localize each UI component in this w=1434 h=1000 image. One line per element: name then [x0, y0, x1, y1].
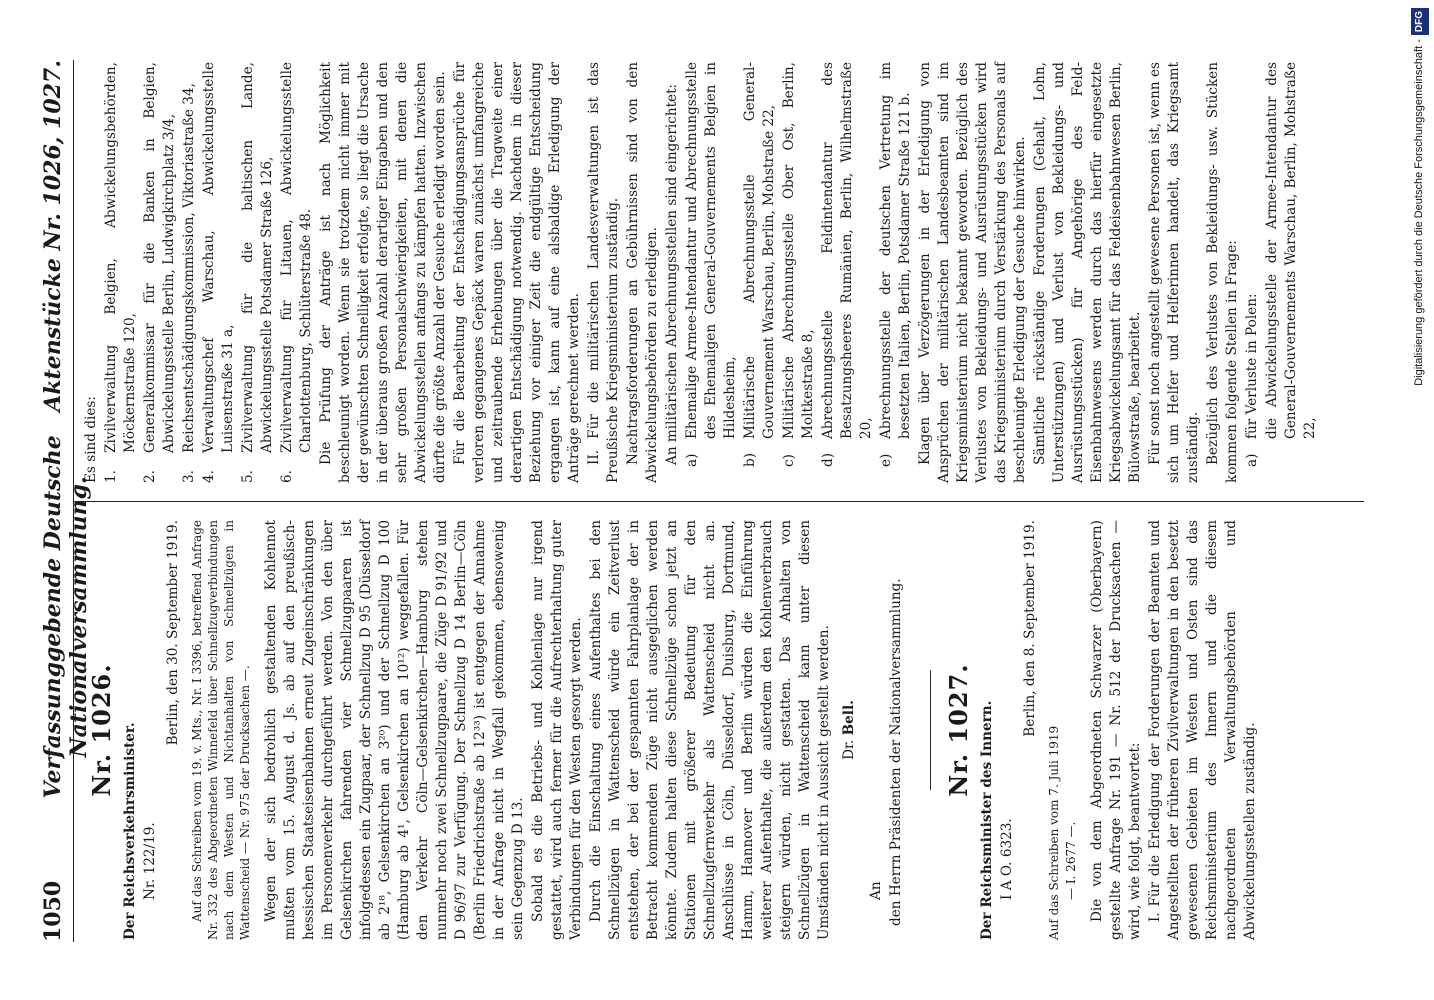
- doc1-paragraph-3: Durch die Einschaltung eines Aufenthaltes bei den Schnellzügen in Wattenscheid würde ein Zeitverlust entstehen, der bei der gespannten Fahrplanlage der in Betracht kommenden Züge nicht ausgeglichen werden könnte. Zudem halten diese Schnellzüge schon jetzt an Stationen mit größerer Bedeutung für den Schnellzugfernverkehr als Wattenscheid nicht an. Anschlüsse in Cöln, Düsseldorf, Duisburg, Dortmund, Hamm, Hannover und Berlin würden die Einführung weiterer Aufenthalte, die außerdem den Kohlenverbrauch steigern würden, nicht gestatten. Das Anhalten von Schnellzügen in Wattenscheid kann unter diesen Umständen nicht in Aussicht gestellt werden.: [588, 520, 832, 940]
- digitization-stamp: [1410, 8, 1428, 992]
- doc2-date: Berlin, den 8. September 1919.: [1022, 520, 1038, 737]
- right-paragraph-1: Die Prüfung der Anträge ist nach Möglichkeit beschleunigt worden. Wenn sie trotzdem nicht immer mit der gewünschten Schnelligkeit erfolgte, so liegt die Ursache in der überaus großen Anzahl derartiger Eingaben und den sehr großen Personalschwierigkeiten, mit denen die Abwickelungsstellen anfangs zu kämpfen hatten. Inzwischen dürfte die größte Anzahl der Gesuche erledigt worden sein.: [318, 62, 448, 483]
- doc1-paragraph-1: Wegen der sich bedrohlich gestaltenden Kohlennot mußten vom 15. August d. Js. ab auf den preußisch-hessischen Staatseisenbahnen erneut Zugeinschränkungen im Personenverkehr durchgeführt werden. Von den über Gelsenkirchen fahrenden vier Schnellzugpaaren ist infolgedessen ein Zugpaar, der Schnellzug D 95 (Düsseldorf ab 2¹⁸, Gelsenkirchen an 3²⁰) und der Schnellzug D 100 (Hamburg ab 4¹, Gelsenkirchen an 10¹²) weggefallen. Für den Verkehr Cöln—Gelsenkirchen—Hamburg stehen nunmehr noch zwei Schnellzugpaare, die Züge D 91/92 und D 96/97 zur Verfügung. Der Schnellzug D 14 Berlin—Cöln (Berlin Friedrichstraße ab 12³³) ist entgegen der Annahme in der Anfrage nicht in Wegfall gekommen, ebensowenig sein Gegenzug D 13.: [263, 520, 526, 940]
- list-item: e) Abrechnungsstelle der deutschen Vertretung im besetzten Italien, Berlin, Potsdamer Straße 121 b.: [878, 62, 913, 467]
- dfg-logo: DFG: [1411, 8, 1429, 35]
- list-intro: Es sind dies:: [83, 396, 99, 483]
- doc2-reference: I A O. 6323.: [999, 818, 1015, 900]
- list-item: d) Abrechnungsstelle Feldintendantur des Besatzungsheeres Rumänien, Berlin, Wilhelmstraße 20,: [820, 62, 874, 467]
- doc1-ministry: Der Reichsverkehrsminister.: [122, 722, 138, 940]
- doc2-reference-note-2: — I. 2677 —.: [1064, 821, 1078, 900]
- right-paragraph-11: die Abwickelungsstelle der Armee-Intendantur des General-Gouvernements Warschau, Berlin, Mohstraße 22,: [1264, 62, 1318, 439]
- list-item: 2. Generalkommissar für die Banken in Belgien, Abwickelungsstelle Berlin, Ludwigkirchplatz 3/4,: [142, 62, 177, 483]
- doc1-reference-note: Auf das Schreiben vom 19. v. Mts., Nr. I 3396, betreffend Anfrage Nr. 332 des Abgeordneten Winnefeld über Schnellzugverbindungen nach dem Westen und Nichtanhalten von Schnellzügen in Wattenscheid — Nr. 975 der Drucksachen —.: [190, 520, 252, 940]
- right-paragraph-2: Für die Bearbeitung der Entschädigungsansprüche für verloren gegangenes Gepäck waren zunächst umfangreiche und zeitraubende Erhebungen über die Tragweite einer derartigen Entschädigung notwendig. Nachdem in dieser Beziehung vor einiger Zeit die endgültige Entscheidung ergangen ist, kann auf eine alsbaldige Erledigung der Anträge gerechnet werden.: [452, 62, 582, 483]
- doc2-ministry: Der Reichsminister des Innern.: [979, 700, 995, 940]
- list-item: b) Militärische Abrechnungsstelle General-Gouvernement Warschau, Berlin, Mohstraße 22,: [742, 62, 777, 467]
- page-number: 1050: [40, 880, 66, 942]
- doc1-reference: Nr. 122/19.: [142, 822, 158, 900]
- doc1-signature-name: Bell.: [841, 700, 857, 736]
- right-column: [74, 60, 1364, 501]
- right-paragraph-8: Für sonst noch angestellt gewesene Personen ist, wenn es sich um Helfer und Helferinnen handelt, das Kriegsamt zuständig.: [1147, 62, 1201, 483]
- right-paragraph-6: Klagen über Verzögerungen in der Erledigung von Ansprüchen der militärischen Landesbeamten sind im Kriegsministerium nicht bekannt geworden. Bezüglich des Verlustes von Bekleidungs- und Ausrüstungsstücken wird das Kriegsministerium durch Verstärkung des Personals auf beschleunigte Erledigung der Gesuche hinwirken.: [917, 62, 1028, 483]
- doc1-date: Berlin, den 30. September 1919.: [165, 520, 181, 746]
- doc1-address-line-2: den Herrn Präsidenten der Nationalversammlung.: [888, 578, 904, 926]
- page-title: Verfassunggebende Deutsche Nationalversammlung.: [40, 435, 92, 799]
- two-column-body: [74, 60, 1364, 942]
- stamp-text: Digitalisierung gefördert durch die Deutsche Forschungsgemeinschaft -: [1413, 39, 1425, 386]
- list-item: c) Militärische Abrechnungsstelle Ober Ost, Berlin, Moltkestraße 8,: [781, 62, 816, 467]
- doc1-number: Nr. 1026.: [87, 663, 116, 797]
- section-divider: [930, 670, 931, 790]
- list-item: a) Ehemalige Armee-Intendantur und Abrechnungsstelle des Ehemaligen General-Gouvernements Belgien in Hildesheim,: [684, 62, 738, 467]
- right-paragraph-9: Bezüglich des Verlustes von Bekleidungs- usw. Stücken kommen folgende Stellen in Frage:: [1205, 62, 1240, 483]
- document-numbers: Aktenstücke Nr. 1026, 1027.: [40, 60, 66, 412]
- right-paragraph-4: Nachtragsforderungen an Gebührnissen sind von den Abwickelungsbehörden zu erledigen.: [625, 62, 660, 483]
- loss-office-list: [1243, 62, 1262, 483]
- right-paragraph-3: II. Für die militärischen Landesverwaltungen ist das Preußische Kriegsministerium zuständig.: [586, 62, 621, 483]
- list-item: 4. Verwaltungschef Warschau, Abwickelungsstelle Luisenstraße 31 a,: [201, 62, 236, 483]
- right-paragraph-7: Sämtliche rückständige Forderungen (Gehalt, Lohn, Unterstützungen) und Verlust von Bekleidungs- und Ausrüstungsstücken) für Angehörige des Feld-Eisenbahnwesens werden durch das hierfür eingesetzte Kriegsabwickelungsamt für das Feldeisenbahnwesen Berlin, Bülowstraße, bearbeitet.: [1032, 62, 1143, 483]
- doc2-number: Nr. 1027.: [944, 663, 973, 797]
- left-column: [74, 501, 1364, 942]
- doc1-address-line-1: An: [868, 881, 884, 900]
- doc1-paragraph-2: Sobald es die Betriebs- und Kohlenlage nur irgend gestattet, wird auch ferner für die Aufrechterhaltung guter Verbindungen für den Westen gesorgt werden.: [530, 520, 584, 940]
- settlement-office-list: [683, 62, 915, 483]
- right-paragraph-5: An militärischen Abrechnungsstellen sind eingerichtet:: [664, 83, 680, 465]
- list-item: a) für Verluste in Polen:: [1244, 293, 1260, 467]
- doc1-signature: [840, 520, 859, 940]
- list-item: 1. Zivilverwaltung Belgien, Abwickelungsbehörden, Möckernstraße 120,: [103, 62, 138, 483]
- list-item: 3. Reichsentschädigungskommission, Viktoriastraße 34,: [181, 83, 197, 483]
- doc2-paragraph-1: Die von dem Abgeordneten Schwarzer (Oberbayern) gestellte Anfrage Nr. 191 — Nr. 512 der Drucksachen — wird, wie folgt, beantwortet:: [1089, 520, 1143, 940]
- doc1-signature-prefix: Dr.: [841, 739, 857, 760]
- list-item: 6. Zivilverwaltung für Litauen, Abwickelungsstelle Charlottenburg, Schlüterstraße 48.: [279, 62, 314, 483]
- doc2-reference-note-1: Auf das Schreiben vom 7. Juli 1919: [1047, 725, 1061, 940]
- authority-list: [102, 62, 316, 483]
- list-item: 5. Zivilverwaltung für die baltischen Lande, Abwickelungsstelle Potsdamer Straße 126,: [240, 62, 275, 483]
- doc2-paragraph-2: I. Für die Erledigung der Forderungen der Beamten und Angestellten der früheren Zivilverwaltungen in den besetzt gewesenen Gebieten im Westen und Osten sind das Reichsministerium des Innern und die diesem nachgeordneten Verwaltungsbehörden und Abwickelungsstellen zuständig.: [1147, 520, 1258, 940]
